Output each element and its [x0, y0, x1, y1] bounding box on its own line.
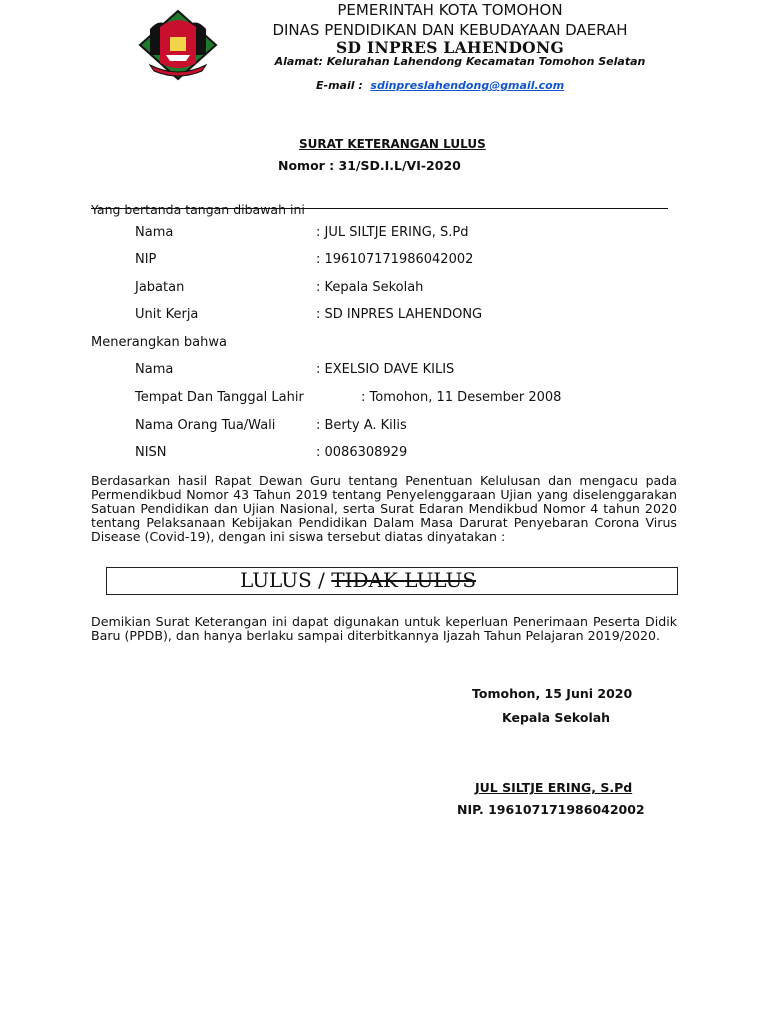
student-birth-label: Tempat Dan Tanggal Lahir — [135, 390, 304, 405]
email-label: E-mail : — [316, 79, 363, 92]
email-link[interactable]: sdinpreslahendong@gmail.com — [370, 79, 565, 92]
signer-unit-label: Unit Kerja — [135, 307, 199, 322]
student-nisn-label: NISN — [135, 445, 167, 460]
body-paragraph: Berdasarkan hasil Rapat Dewan Guru tentang Penentuan Kelulusan dan mengacu pada Permendikbud Nomor 43 Tahun 2019 tentang Penyelenggaraan Ujian yang diselenggarakan Satuan Pendidikan dan Ujian Nasional, serta Surat Edaran Mendikbud Nomor 4 tahun 2020 tentang Pelaksanaan Kebijakan Pendidikan Dalam Masa Darurat Penyebaran Corona Virus Disease (Covid-19), dengan ini siswa tersebut diatas dinyatakan : — [91, 473, 677, 544]
intro-text: Yang bertanda tangan dibawah ini — [91, 202, 305, 217]
student-parent-value: : Berty A. Kilis — [316, 418, 407, 433]
declare-text: Menerangkan bahwa — [91, 335, 227, 350]
signer-title: Kepala Sekolah — [502, 710, 611, 725]
school-address: Alamat: Kelurahan Lahendong Kecamatan Tomohon Selatan — [274, 55, 646, 68]
school-name: SD INPRES LAHENDONG — [336, 38, 564, 57]
student-name-value: : EXELSIO DAVE KILIS — [316, 362, 455, 377]
result-text — [240, 568, 476, 592]
signer-nip-label: NIP — [135, 252, 157, 267]
letter-number: Nomor : 31/SD.I.L/VI-2020 — [278, 158, 461, 173]
signer-name-value: : JUL SILTJE ERING, S.Pd — [316, 225, 469, 240]
signer-name-label: Nama — [135, 225, 174, 240]
signer-nip: NIP. 196107171986042002 — [457, 802, 645, 817]
department-title: DINAS PENDIDIKAN DAN KEBUDAYAAN DAERAH — [272, 21, 628, 39]
signer-nip-value: : 196107171986042002 — [316, 252, 474, 267]
email-line — [316, 79, 564, 92]
signer-position-value: : Kepala Sekolah — [316, 280, 424, 295]
letter-title: SURAT KETERANGAN LULUS — [299, 137, 486, 151]
result-fail: TIDAK LULUS — [331, 568, 477, 592]
government-title: PEMERINTAH KOTA TOMOHON — [337, 1, 563, 19]
closing-paragraph: Demikian Surat Keterangan ini dapat digunakan untuk keperluan Penerimaan Peserta Didik Baru (PPDB), dan hanya berlaku sampai diterbitkannya Ijazah Tahun Pelajaran 2019/2020. — [91, 614, 677, 643]
signer-position-label: Jabatan — [135, 280, 185, 295]
student-name-label: Nama — [135, 362, 174, 377]
student-birth-value: : Tomohon, 11 Desember 2008 — [361, 390, 562, 405]
student-nisn-value: : 0086308929 — [316, 445, 408, 460]
signer-unit-value: : SD INPRES LAHENDONG — [316, 307, 483, 322]
student-parent-label: Nama Orang Tua/Wali — [135, 418, 276, 433]
header-divider — [91, 208, 668, 209]
school-logo — [136, 9, 220, 81]
result-pass: LULUS / — [240, 568, 325, 592]
signer-name: JUL SILTJE ERING, S.Pd — [475, 780, 633, 795]
place-date: Tomohon, 15 Juni 2020 — [472, 686, 633, 701]
